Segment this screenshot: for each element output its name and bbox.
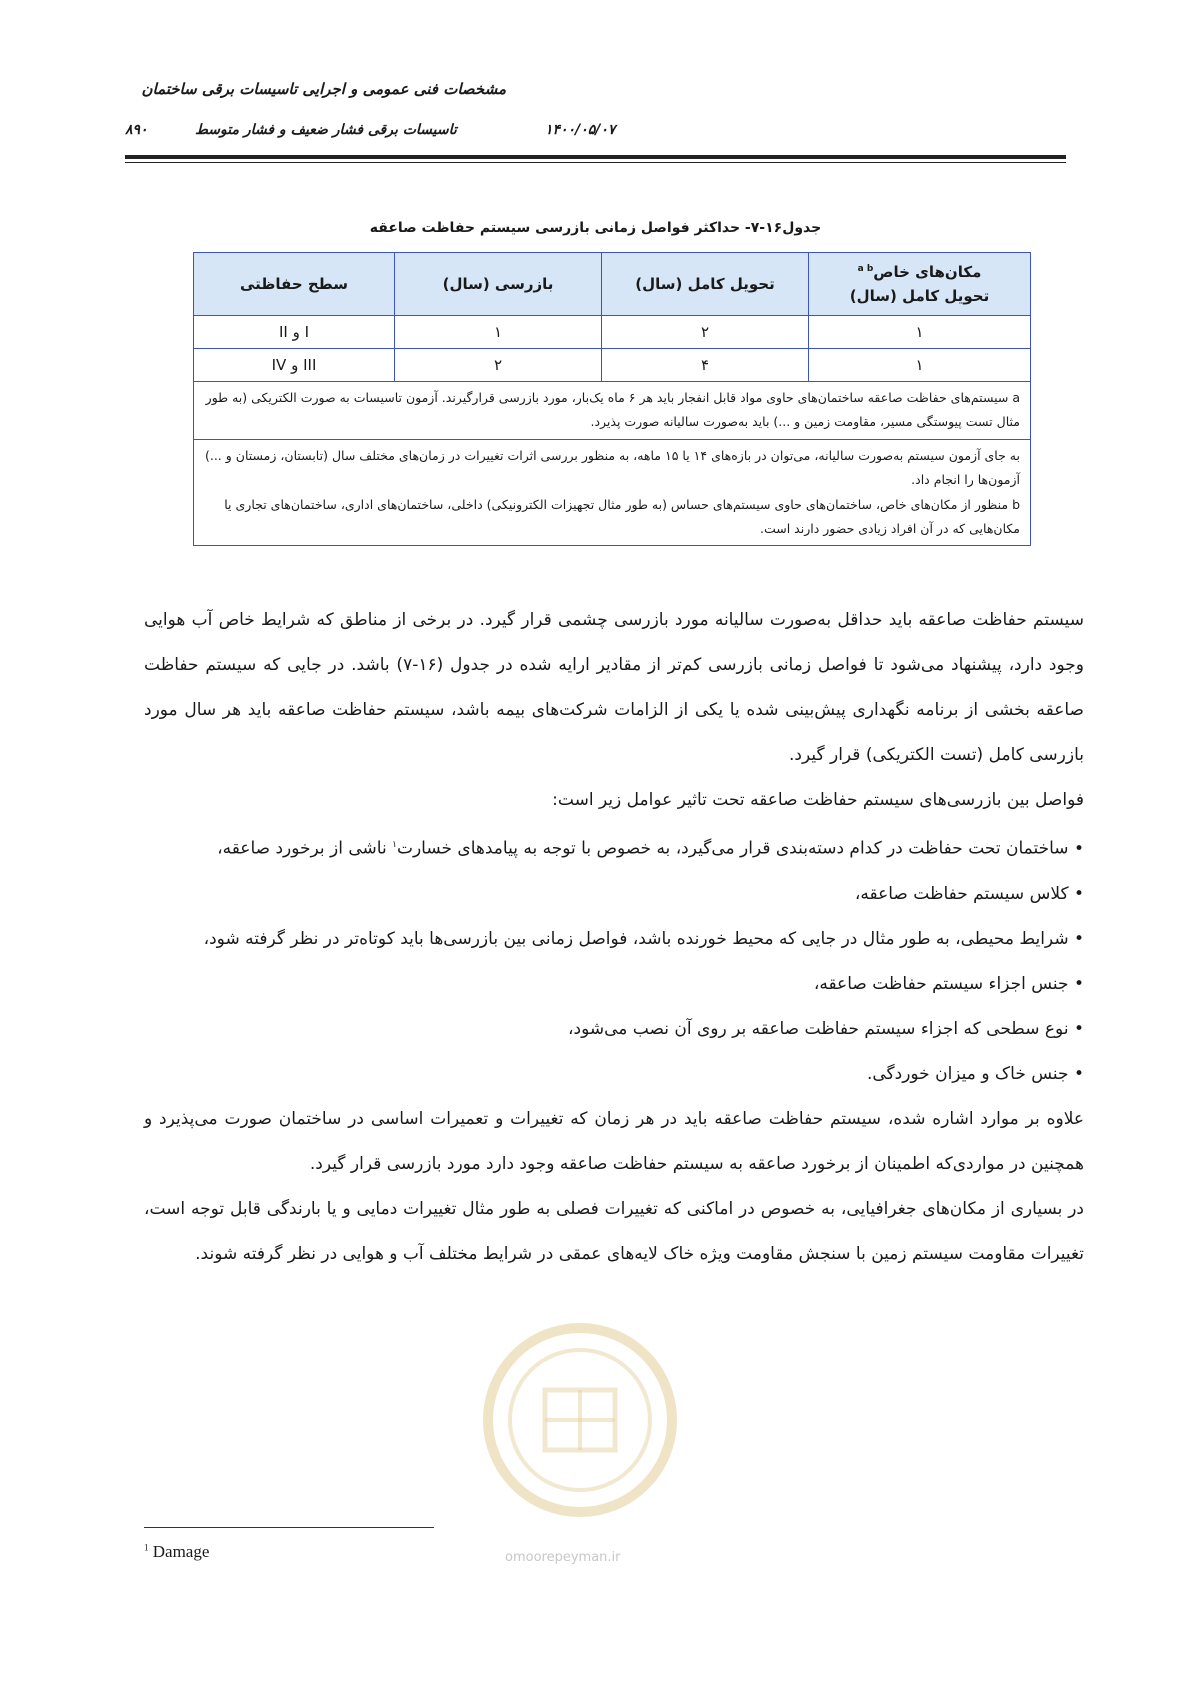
note-a-text: سیستم‌های حفاظت صاعقه ساختمان‌های حاوی مواد قابل انفجار باید هر ۶ ماه یک‌بار، مورد بازرسی قرارگیرند. آزمون تاسیسات به صورت الکتریکی (به طور مثال تست پیوستگی مسیر، مقاومت زمین و ...) باید به‌صورت سالیانه صورت پذیرد. — [205, 390, 1020, 430]
cell-special: ۱ — [809, 349, 1031, 382]
cell-full: ۲ — [602, 316, 809, 349]
watermark-seal-icon — [480, 1320, 680, 1520]
table-note-b — [194, 439, 1031, 546]
special-places-sup: a b — [857, 264, 874, 274]
note-a2-text: به جای آزمون سیستم به‌صورت سالیانه، می‌توان در بازه‌های ۱۴ یا ۱۵ ماهه، به منظور بررسی اثرات تغییرات در زمان‌های مختلف سال (تابستان، زمستان و ...) آزمون‌ها را انجام داد. — [204, 447, 1020, 488]
header-info-row — [125, 122, 1066, 144]
special-places-sub: تحویل کامل (سال) — [849, 287, 990, 305]
cell-inspection: ۱ — [395, 316, 602, 349]
table-note-a-row — [194, 382, 1031, 440]
paragraph-4: در بسیاری از مکان‌های جغرافیایی، به خصوص در اماکنی که تغییرات فصلی به طور مثال تغییرات دمایی و یا بارندگی قابل توجه است، تغییرات مقاومت سیستم زمین با سنجش مقاومت ویژه خاک لایه‌های عمقی در شرایط مختلف آب و هوایی در نظر گرفته شوند. — [144, 1198, 1084, 1264]
inspection-table — [193, 252, 1031, 546]
paragraph-2: فواصل بین بازرسی‌های سیستم حفاظت صاعقه تحت تاثیر عوامل زیر است: — [552, 790, 1084, 810]
header-date: ۱۴۰۰/۰۵/۰۷ — [545, 122, 616, 138]
table-row — [194, 349, 1031, 382]
list-item: • جنس خاک و میزان خوردگی. — [144, 1052, 1084, 1097]
body-text — [144, 598, 1084, 1277]
footnote-ref: ۱ — [392, 840, 397, 850]
list-item: • کلاس سیستم حفاظت صاعقه، — [144, 872, 1084, 917]
cell-special: ۱ — [809, 316, 1031, 349]
footnote — [144, 1542, 209, 1562]
col-full-delivery: تحویل کامل (سال) — [602, 253, 809, 316]
footnote-rule — [144, 1527, 434, 1528]
footnote-text: Damage — [152, 1542, 210, 1561]
bullet-1-end: ناشی از برخورد صاعقه، — [217, 838, 393, 859]
cell-level: III و IV — [194, 349, 395, 382]
header-rule-thin — [125, 162, 1066, 163]
list-item: • نوع سطحی که اجزاء سیستم حفاظت صاعقه بر روی آن نصب می‌شود، — [144, 1007, 1084, 1052]
cell-level: I و II — [194, 316, 395, 349]
page-number: ۸۹۰ — [125, 122, 148, 138]
header-section: تاسیسات برقی فشار ضعیف و فشار متوسط — [195, 122, 457, 138]
table-caption: جدول۱۶-۷- حداکثر فواصل زمانی بازرسی سیستم حفاظت صاعقه — [369, 220, 822, 236]
document-title: مشخصات فنی عمومی و اجرایی تاسیسات برقی ساختمان — [141, 80, 506, 98]
bullet-1-text: ساختمان تحت حفاظت در کدام دسته‌بندی قرار می‌گیرد، به خصوص با توجه به پیامدهای خسارت — [396, 838, 1069, 859]
table-note-a — [194, 382, 1031, 440]
table-note-b-row — [194, 439, 1031, 546]
cell-inspection: ۲ — [395, 349, 602, 382]
special-places-label: مکان‌های خاص — [873, 263, 982, 281]
note-b-mark: b — [1012, 496, 1020, 512]
list-item — [144, 823, 1084, 872]
col-special-places — [809, 253, 1031, 316]
factor-list — [144, 823, 1084, 1097]
paragraph-1: سیستم حفاظت صاعقه باید حداقل به‌صورت سالیانه مورد بازرسی چشمی قرار گیرد. در برخی از مناطق که شرایط خاص آب هوایی وجود دارد، پیشنهاد می‌شود تا فواصل زمانی بازرسی کم‌تر از مقادیر ارایه شده در جدول (۱۶-۷) باشد. در جایی که سیستم حفاظت صاعقه بخشی از برنامه نگهداری پیش‌بینی شده یا یکی از الزامات شرکت‌های بیمه باشد، سیستم حفاظت صاعقه باید هر سال مورد بازرسی کامل (تست الکتریکی) قرار گیرد. — [144, 610, 1085, 765]
footnote-mark: 1 — [144, 1542, 149, 1553]
list-item: • شرایط محیطی، به طور مثال در جایی که محیط خورنده باشد، فواصل زمانی بین بازرسی‌ها باید کوتاه‌تر در نظر گرفته شود، — [144, 917, 1084, 962]
table-row — [194, 316, 1031, 349]
note-b-text: منظور از مکان‌های خاص، ساختمان‌های حاوی سیستم‌های حساس (به طور مثال تجهیزات الکترونیکی) داخلی، ساختمان‌های اداری، ساختمان‌های تجاری یا مکان‌هایی که در آن افراد زیادی حضور دارند است. — [224, 496, 1020, 536]
watermark-url: omoorepeyman.ir — [505, 1550, 621, 1565]
col-protection-level: سطح حفاظتی — [194, 253, 395, 316]
paragraph-3: علاوه بر موارد اشاره شده، سیستم حفاظت صاعقه باید در هر زمان که تغییرات و تعمیرات اساسی در ساختمان صورت می‌پذیرد و همچنین در مواردی‌که اطمینان از برخورد صاعقه به سیستم حفاظت صاعقه وجود دارد مورد بازرسی قرار گیرد. — [144, 1108, 1084, 1174]
table-header-row — [194, 253, 1031, 316]
list-item: • جنس اجزاء سیستم حفاظت صاعقه، — [144, 962, 1084, 1007]
note-a-mark: a — [1012, 390, 1020, 405]
cell-full: ۴ — [602, 349, 809, 382]
header-rule-thick — [125, 155, 1066, 159]
col-inspection: بازرسی (سال) — [395, 253, 602, 316]
